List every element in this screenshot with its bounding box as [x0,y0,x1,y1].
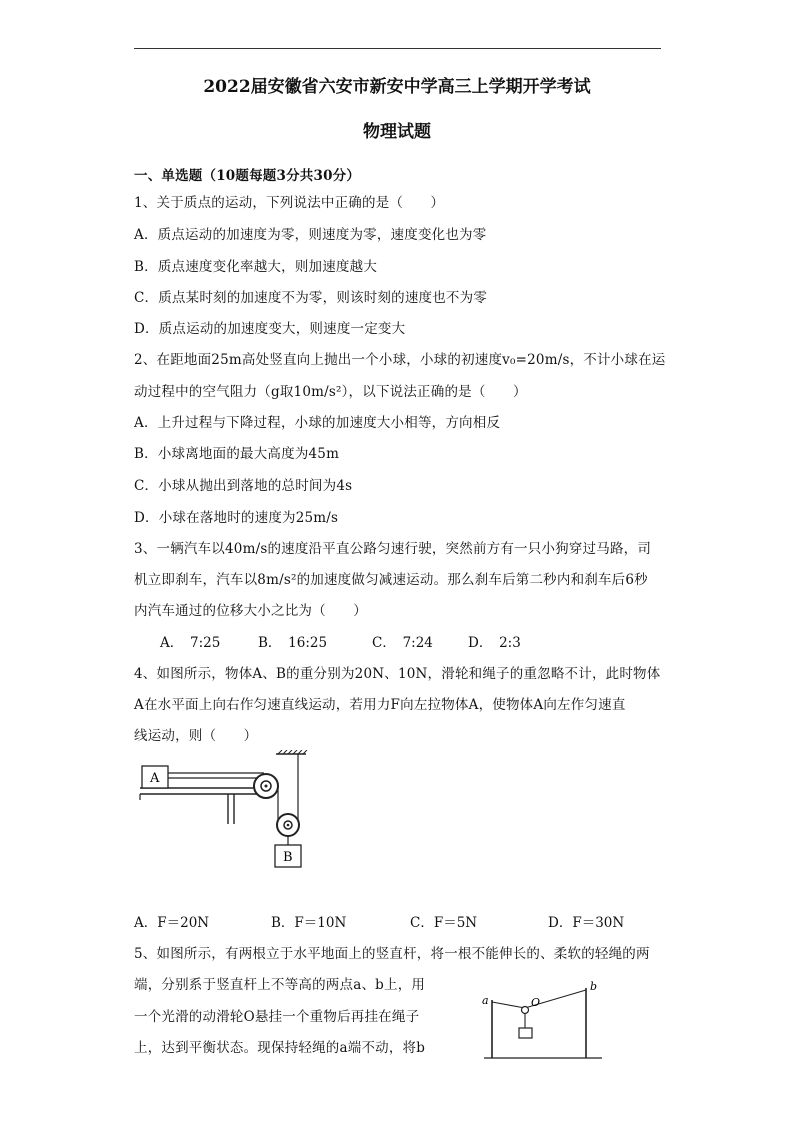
question-5-stem-line4: 上，达到平衡状态。现保持轻绳的a端不动，将b [134,1040,426,1056]
top-rule [134,48,661,49]
q1-option-b: B．质点速度变化率越大，则加速度越大 [134,259,378,275]
q4-option-d: D．F＝30N [548,915,625,931]
question-3-stem-line2: 机立即刹车，汽车以8m/s²的加速度做匀减速运动。那么刹车后第二秒内和刹车后6秒 [134,572,648,588]
question-4-stem-line2: A在水平面上向右作匀速直线运动，若用力F向左拉物体A，使物体A向左作匀速直 [134,697,626,713]
q3-option-c: C． 7:24 [372,635,433,651]
q2-option-b: B．小球离地面的最大高度为45m [134,446,340,462]
question-4-stem-line3: 线运动，则（ ） [134,728,258,744]
q1-option-d: D．质点运动的加速度变大，则速度一定变大 [134,321,406,337]
question-5-stem-line1: 5、如图所示，有两根立于水平地面上的竖直杆，将一根不能伸长的、柔软的轻绳的两 [134,946,650,962]
q1-option-a: A．质点运动的加速度为零，则速度为零，速度变化也为零 [134,227,487,243]
rope-poles-figure [478,980,608,1062]
q3-option-a: A． 7:25 [160,635,221,651]
q4-option-a: A．F＝20N [134,915,210,931]
point-b-label: b [590,980,598,993]
q1-option-c: C．质点某时刻的加速度不为零，则该时刻的速度也不为零 [134,290,488,306]
question-5-stem-line3: 一个光滑的动滑轮O悬挂一个重物后再挂在绳子 [134,1009,420,1025]
q4-option-c: C．F＝5N [410,915,478,931]
block-b-label: B [283,850,293,865]
section-heading: 一、单选题（10题每题3分共30分） [134,168,361,184]
question-2-stem-line1: 2、在距地面25m高处竖直向上抛出一个小球，小球的初速度v₀=20m/s，不计小球在运 [134,352,666,368]
question-3-stem-line1: 3、一辆汽车以40m/s的速度沿平直公路匀速行驶，突然前方有一只小狗穿过马路，司 [134,541,652,557]
page-subtitle: 物理试题 [363,122,431,142]
q4-option-b: B．F＝10N [271,915,347,931]
question-2-stem-line2: 动过程中的空气阻力（g取10m/s²），以下说法正确的是（ ） [134,384,527,400]
question-4-stem-line1: 4、如图所示，物体A、B的重分别为20N、10N，滑轮和绳子的重忽略不计，此时物体 [134,666,661,682]
pulley-o-label: O [531,996,541,1009]
q2-option-d: D．小球在落地时的速度为25m/s [134,510,339,526]
page-title: 2022届安徽省六安市新安中学高三上学期开学考试 [203,77,591,97]
question-1-stem: 1、关于质点的运动，下列说法中正确的是（ ） [134,195,445,211]
q3-option-d: D． 2:3 [468,635,521,651]
q2-option-a: A．上升过程与下降过程，小球的加速度大小相等，方向相反 [134,415,501,431]
q2-option-c: C．小球从抛出到落地的总时间为4s [134,478,353,494]
pulley-figure [138,750,318,870]
question-3-stem-line3: 内汽车通过的位移大小之比为（ ） [134,603,367,619]
pulley-o [522,1007,529,1014]
q3-option-b: B． 16:25 [258,635,328,651]
question-5-stem-line2: 端，分别系于竖直杆上不等高的两点a、b上，用 [134,977,426,993]
block-a-label: A [150,771,160,786]
point-a-label: a [482,994,489,1007]
hanging-weight [519,1028,532,1038]
